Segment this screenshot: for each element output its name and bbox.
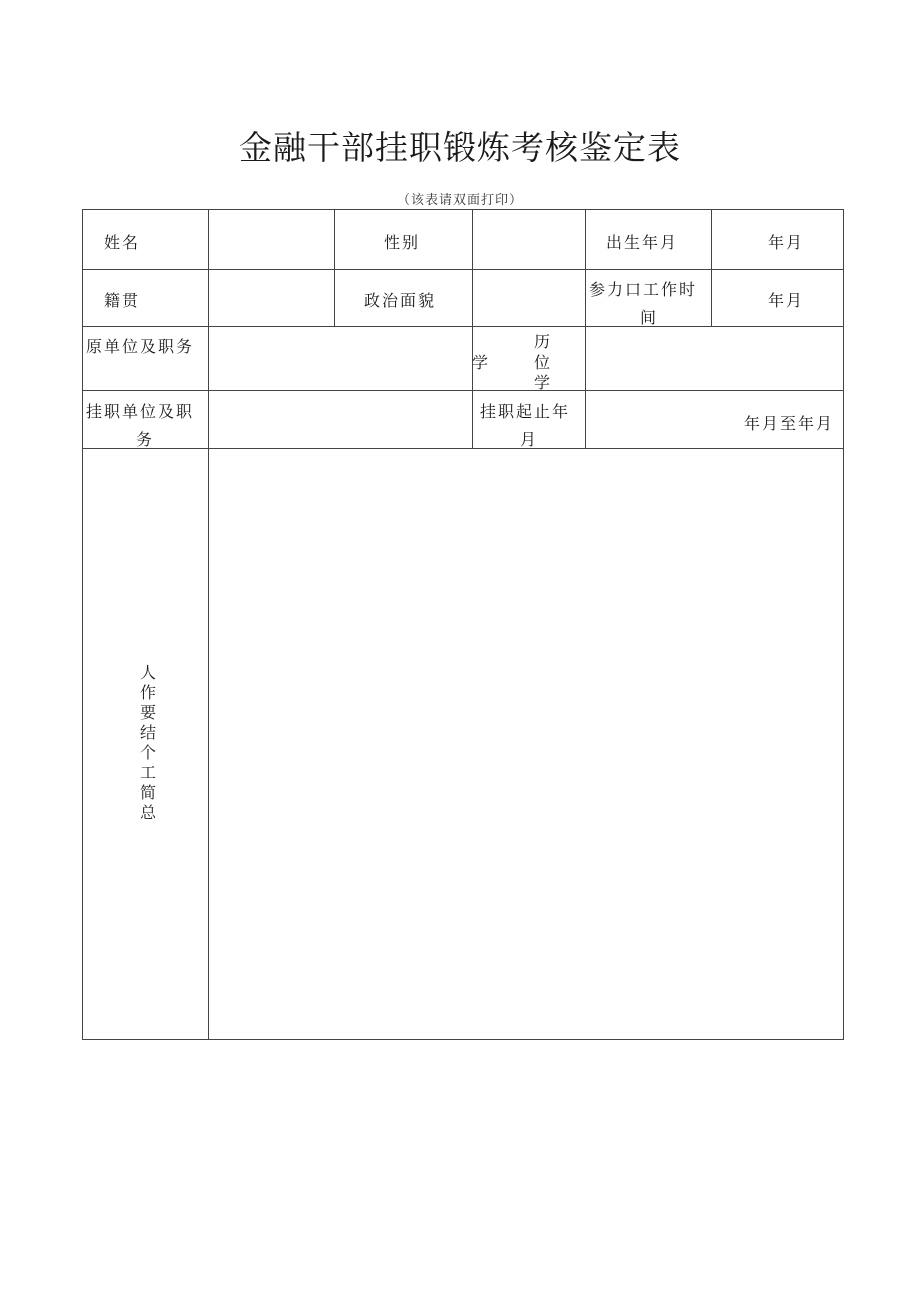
summary-char: 总 — [139, 803, 156, 822]
row-divider — [82, 390, 844, 391]
degree-label-c: 位 — [534, 353, 553, 372]
summary-char: 要 — [139, 703, 156, 722]
page-title: 金融干部挂职锻炼考核鉴定表 — [239, 128, 681, 167]
column-divider — [472, 209, 473, 448]
birth-label: 出生年月 — [606, 233, 679, 252]
summary-char: 人 — [139, 663, 156, 682]
name-field[interactable] — [227, 228, 327, 258]
secondment-unit-field[interactable] — [220, 396, 465, 442]
name-label: 姓名 — [104, 233, 141, 252]
column-divider — [585, 209, 586, 448]
birth-value[interactable]: 年月 — [768, 233, 805, 252]
column-divider — [711, 209, 712, 326]
column-divider — [334, 209, 335, 326]
column-divider — [208, 209, 209, 1040]
work-start-label-line2: 间 — [640, 308, 659, 327]
degree-label-b: 学 — [472, 353, 491, 372]
degree-label-a: 历 — [534, 332, 553, 351]
print-note: （该表请双面打印） — [396, 193, 523, 208]
summary-char: 简 — [139, 783, 156, 802]
orig-unit-field[interactable] — [220, 332, 465, 382]
row-divider — [82, 448, 844, 449]
political-status-label: 政治面貌 — [364, 291, 437, 310]
summary-char: 作 — [139, 683, 156, 702]
summary-char: 结 — [139, 723, 156, 742]
work-summary-field[interactable] — [215, 455, 835, 1033]
row-divider — [82, 326, 844, 327]
native-place-field[interactable] — [227, 285, 327, 315]
secondment-unit-label-line1: 挂职单位及职 — [86, 402, 195, 421]
summary-char: 个 — [139, 743, 156, 762]
work-summary-label — [138, 663, 158, 823]
political-status-field[interactable] — [480, 285, 580, 315]
native-place-label: 籍贯 — [104, 291, 141, 310]
summary-char: 工 — [139, 763, 156, 782]
secondment-period-label-line2: 月 — [520, 430, 539, 449]
gender-field[interactable] — [480, 228, 580, 258]
gender-label: 性别 — [384, 233, 421, 252]
work-start-value[interactable]: 年月 — [768, 291, 805, 310]
secondment-period-value[interactable]: 年月至年月 — [744, 414, 835, 433]
degree-label-d: 学 — [534, 373, 553, 392]
orig-unit-label: 原单位及职务 — [86, 337, 195, 356]
secondment-unit-label-line2: 务 — [136, 430, 155, 449]
degree-field[interactable] — [595, 332, 835, 382]
row-divider — [82, 269, 844, 270]
secondment-period-label-line1: 挂职起止年 — [480, 402, 571, 421]
work-start-label-line1: 参力口工作时 — [589, 280, 698, 299]
